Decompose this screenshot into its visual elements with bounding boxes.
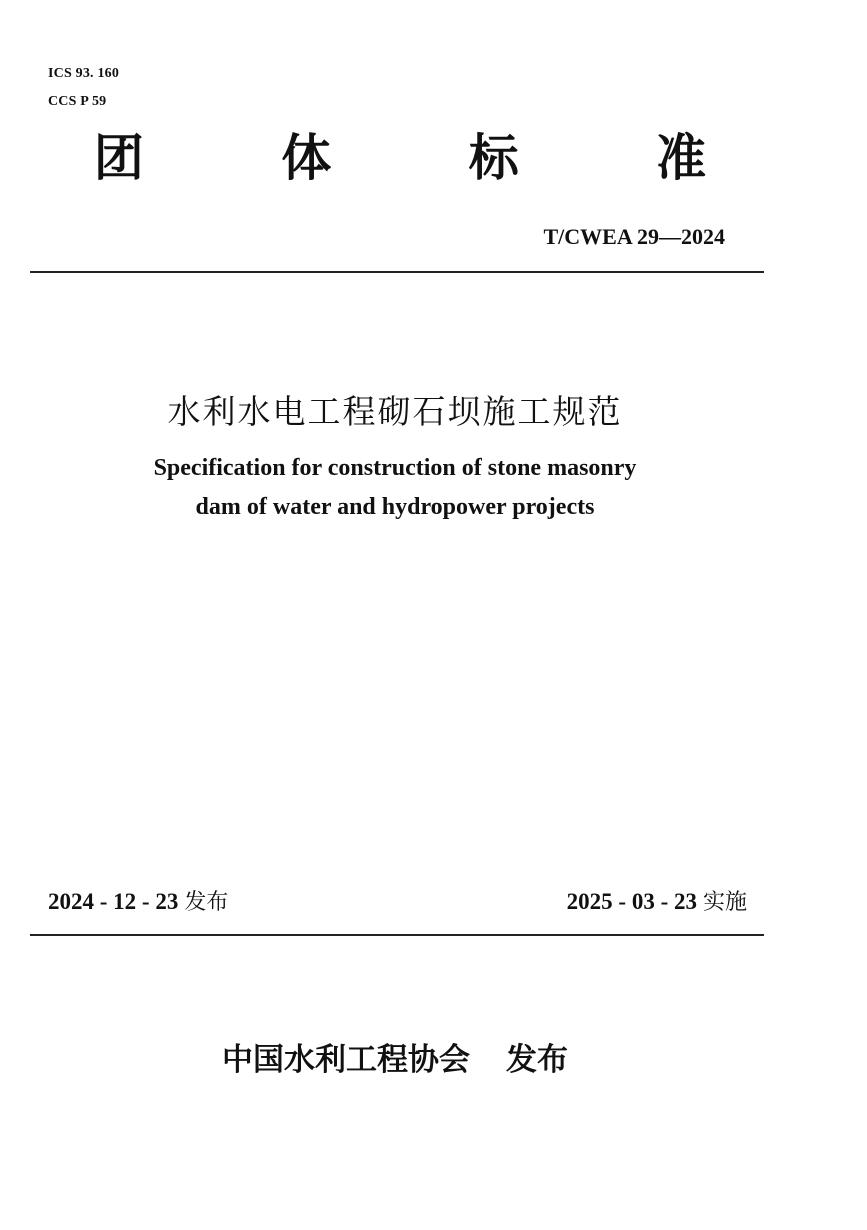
- ics-code: ICS 93. 160: [48, 66, 120, 81]
- issue-date-label: 发布: [184, 890, 229, 915]
- publisher-name: 中国水利工程协会: [222, 1042, 470, 1078]
- ccs-code: CCS P 59: [48, 94, 107, 109]
- publisher-line: [0, 1034, 790, 1079]
- bottom-divider: [30, 934, 764, 936]
- implementation-date-value: 2025 - 03 - 23: [566, 889, 697, 914]
- title-english-line-1: Specification for construction of stone masonry: [153, 455, 637, 481]
- publisher-action: 发布: [506, 1042, 568, 1078]
- title-english-line-2: dam of water and hydropower projects: [195, 494, 595, 520]
- implementation-date-label: 实施: [702, 890, 747, 915]
- issue-date: [48, 885, 228, 916]
- standard-number: T/CWEA 29—2024: [543, 224, 725, 249]
- implementation-date: [567, 885, 747, 916]
- top-divider: [30, 271, 764, 273]
- title-chinese: 水利水电工程砌石坝施工规范: [167, 392, 623, 431]
- issue-date-value: 2024 - 12 - 23: [48, 889, 179, 914]
- standard-type-heading: 团 体 标 准: [93, 129, 767, 187]
